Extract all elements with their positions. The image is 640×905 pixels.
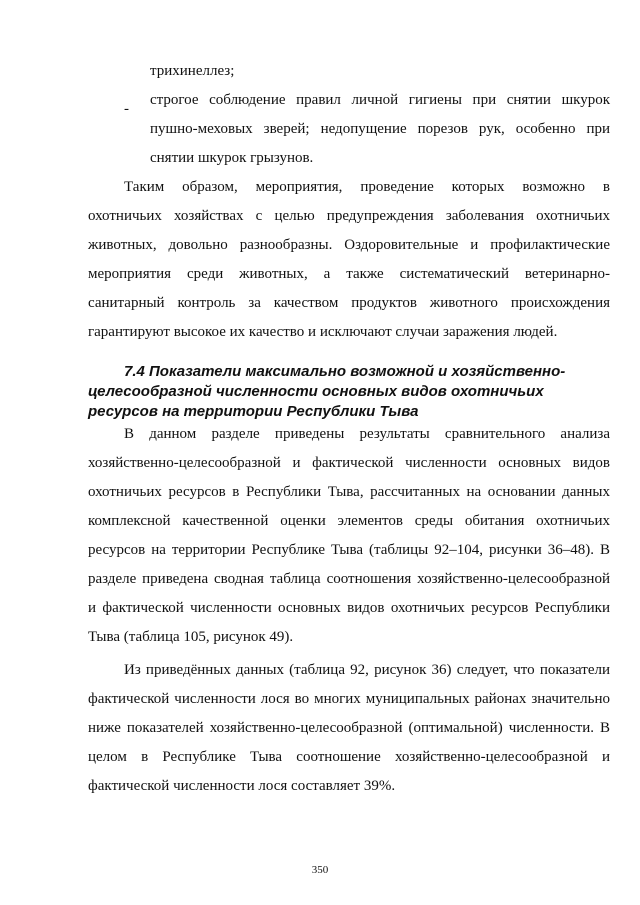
list-item-line: снятии шкурок грызунов. bbox=[150, 150, 314, 166]
list-item-line: строгое соблюдение правил личной гигиены при снятии шкурок bbox=[150, 92, 610, 108]
paragraph-line: и фактической численности основных видов охотничьих ресурсов Республики bbox=[88, 600, 610, 616]
paragraph-line: разделе приведена сводная таблица соотношения хозяйственно-целесообразной bbox=[88, 571, 610, 587]
paragraph-line: хозяйственно-целесообразной и фактической численности основных видов bbox=[88, 455, 610, 471]
paragraph-line: мероприятия среди животных, а также систематический ветеринарно- bbox=[88, 266, 610, 282]
paragraph-line: целом в Республике Тыва соотношение хозяйственно-целесообразной и bbox=[88, 749, 610, 765]
paragraph-line: охотничьих хозяйствах с целью предупреждения заболевания охотничьих bbox=[88, 208, 610, 224]
paragraph-line: Тыва (таблица 105, рисунок 49). bbox=[88, 629, 294, 645]
page-number: 350 bbox=[311, 864, 329, 876]
paragraph-line: ниже показателей хозяйственно-целесообразной (оптимальной) численности. В bbox=[88, 720, 610, 736]
paragraph-line: фактической численности лося во многих муниципальных районах значительно bbox=[88, 691, 610, 707]
paragraph-line: ресурсов на территории Республике Тыва (таблицы 92–104, рисунки 36–48). В bbox=[88, 542, 610, 558]
section-heading bbox=[88, 362, 610, 422]
paragraph-line: охотничьих ресурсов в Республики Тыва, рассчитанных на основании данных bbox=[88, 484, 610, 500]
list-item-line: трихинеллез; bbox=[150, 63, 235, 79]
paragraph-line: Из приведённых данных (таблица 92, рисунок 36) следует, что показатели bbox=[124, 662, 610, 678]
paragraph-line: гарантируют высокое их качество и исключают случаи заражения людей. bbox=[88, 324, 558, 340]
section-heading-line: целесообразной численности основных видов охотничьих bbox=[88, 383, 544, 400]
section-heading-line: 7.4 Показатели максимально возможной и хозяйственно- bbox=[124, 363, 566, 380]
section-heading-line: ресурсов на территории Республики Тыва bbox=[88, 403, 419, 420]
paragraph-line: животных, довольно разнообразны. Оздоровительные и профилактические bbox=[88, 237, 610, 253]
paragraph-line: Таким образом, мероприятия, проведение которых возможно в bbox=[124, 179, 610, 195]
paragraph-line: В данном разделе приведены результаты сравнительного анализа bbox=[124, 426, 610, 442]
paragraph-line: фактической численности лося составляет 39%. bbox=[88, 778, 396, 794]
paragraph-line: санитарный контроль за качеством продуктов животного происхождения bbox=[88, 295, 610, 311]
list-item-line: пушно-меховых зверей; недопущение порезов рук, особенно при bbox=[150, 121, 610, 137]
paragraph-line: комплексной качественной оценки элементов среды обитания охотничьих bbox=[88, 513, 610, 529]
list-bullet: - bbox=[124, 101, 129, 117]
